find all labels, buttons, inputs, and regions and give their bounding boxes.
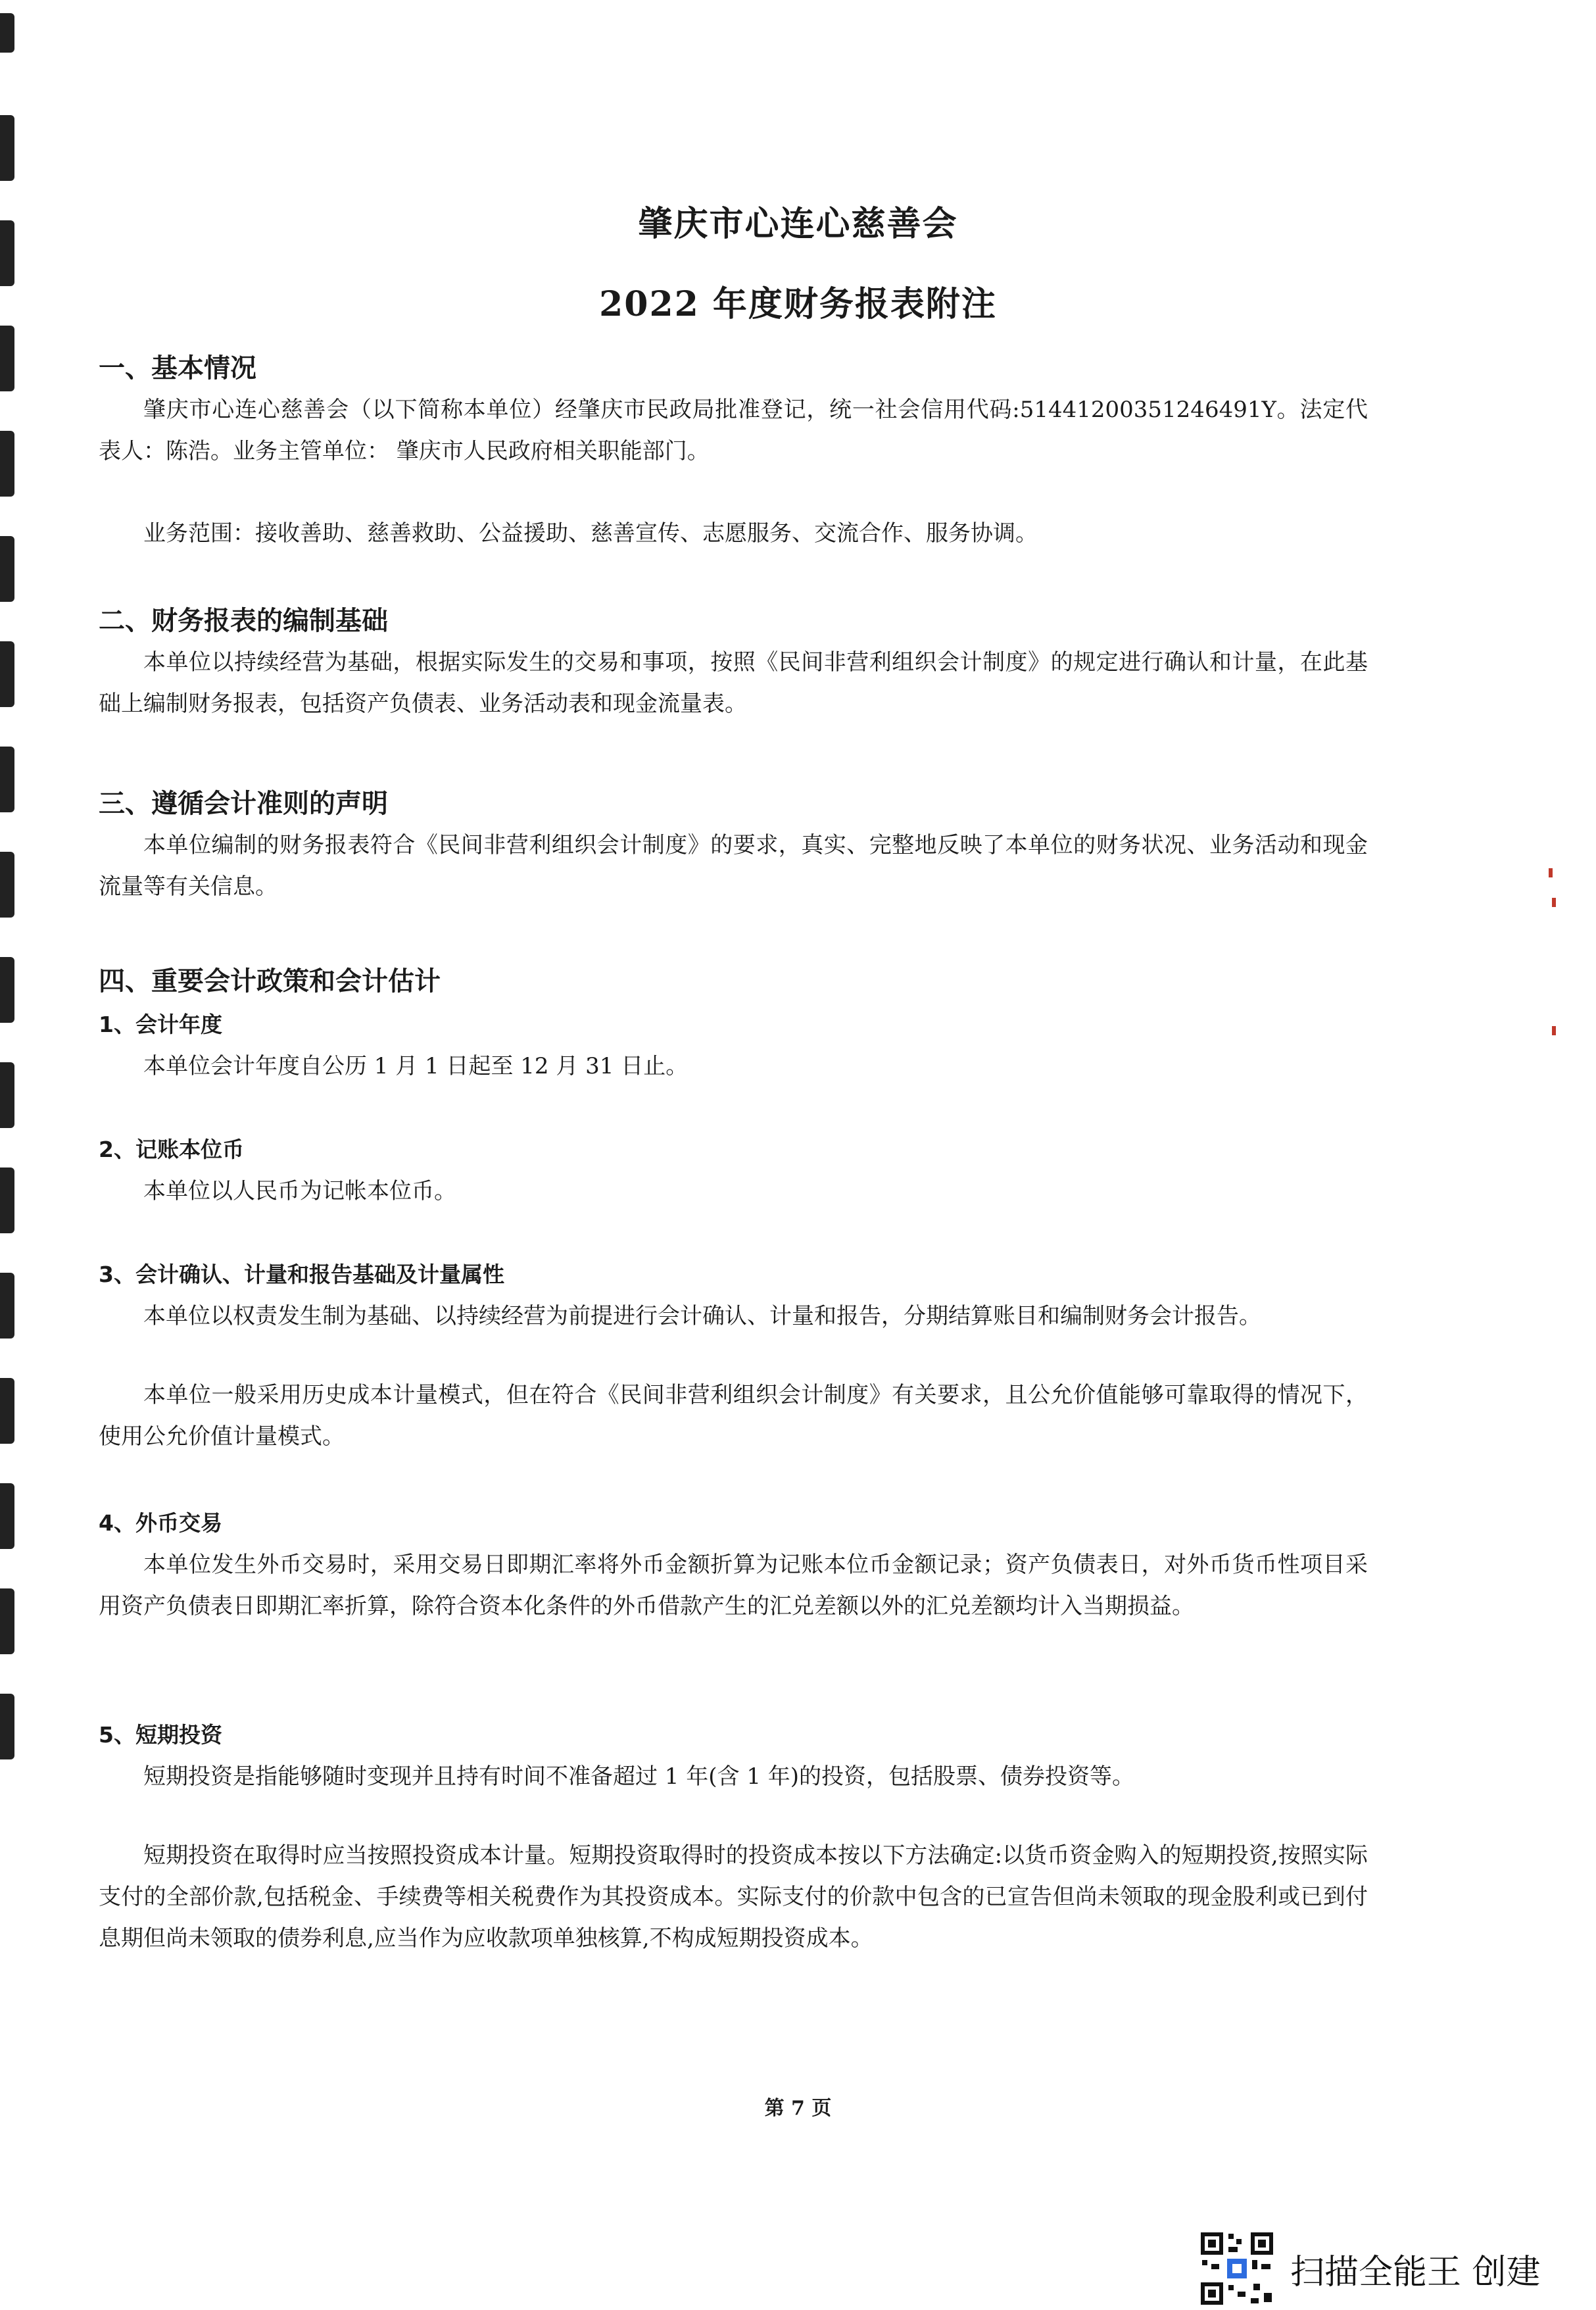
paragraph: 短期投资在取得时应当按照投资成本计量。短期投资取得时的投资成本按以下方法确定:以货币资金购入的短期投资,按照实际支付的全部价款,包括税金、手续费等相关税费作为其投资成本。实际支付的价款中包含的已宣告但尚未领取的现金股利或已到付息期但尚未领取的债券利息,应当作为应收款项单独核算,不构成短期投资成本。 <box>99 1842 1368 1952</box>
paragraph: 本单位以权责发生制为基础、以持续经营为前提进行会计确认、计量和报告，分期结算账目和编制财务会计报告。 <box>143 1303 1261 1329</box>
edge-mark <box>1552 1026 1556 1035</box>
paragraph: 本单位以持续经营为基础，根据实际发生的交易和事项，按照《民间非营利组织会计制度》的规定进行确认和计量，在此基础上编制财务报表，包括资产负债表、业务活动表和现金流量表。 <box>99 649 1368 717</box>
paragraph: 本单位编制的财务报表符合《民间非营利组织会计制度》的要求，真实、完整地反映了本单位的财务状况、业务活动和现金流量等有关信息。 <box>99 832 1368 900</box>
binding-holes <box>0 0 26 2236</box>
document-title: 肇庆市心连心慈善会 <box>638 204 958 244</box>
paragraph: 业务范围：接收善助、慈善救助、公益援助、慈善宣传、志愿服务、交流合作、服务协调。 <box>143 520 1038 547</box>
document-subtitle: 2022 年度财务报表附注 <box>599 284 997 324</box>
paragraph: 本单位以人民币为记帐本位币。 <box>143 1178 456 1204</box>
page-number: 第 7 页 <box>764 2097 832 2120</box>
section-heading: 一、基本情况 <box>99 353 256 383</box>
paragraph: 本单位发生外币交易时，采用交易日即期汇率将外币金额折算为记账本位币金额记录；资产负债表日，对外币货币性项目采用资产负债表日即期汇率折算，除符合资本化条件的外币借款产生的汇兑差额以外的汇兑差额均计入当期损益。 <box>99 1552 1368 1619</box>
subsection-heading: 5、短期投资 <box>99 1722 222 1748</box>
paragraph: 肇庆市心连心慈善会（以下简称本单位）经肇庆市民政局批准登记，统一社会信用代码:51441200351246491Y。法定代表人：陈浩。业务主管单位： 肇庆市人民政府相关职能部门。 <box>99 397 1368 464</box>
section-heading: 四、重要会计政策和会计估计 <box>99 966 441 996</box>
watermark-text: 扫描全能王 创建 <box>1290 2252 1541 2292</box>
subsection-heading: 4、外币交易 <box>99 1510 222 1536</box>
scanner-watermark <box>1198 2230 1541 2307</box>
subsection-heading: 1、会计年度 <box>99 1012 222 1037</box>
paragraph: 本单位会计年度自公历 1 月 1 日起至 12 月 31 日止。 <box>143 1053 689 1079</box>
section-heading: 二、财务报表的编制基础 <box>99 606 388 636</box>
paragraph: 短期投资是指能够随时变现并且持有时间不准备超过 1 年(含 1 年)的投资，包括股票、债券投资等。 <box>143 1763 1135 1790</box>
subsection-heading: 3、会计确认、计量和报告基础及计量属性 <box>99 1262 504 1287</box>
edge-mark <box>1549 868 1553 877</box>
subsection-heading: 2、记账本位币 <box>99 1137 244 1162</box>
section-heading: 三、遵循会计准则的声明 <box>99 789 388 819</box>
qr-code-icon <box>1198 2230 1276 2307</box>
paragraph: 本单位一般采用历史成本计量模式，但在符合《民间非营利组织会计制度》有关要求，且公允价值能够可靠取得的情况下，使用公允价值计量模式。 <box>99 1382 1368 1450</box>
edge-mark <box>1552 898 1556 907</box>
